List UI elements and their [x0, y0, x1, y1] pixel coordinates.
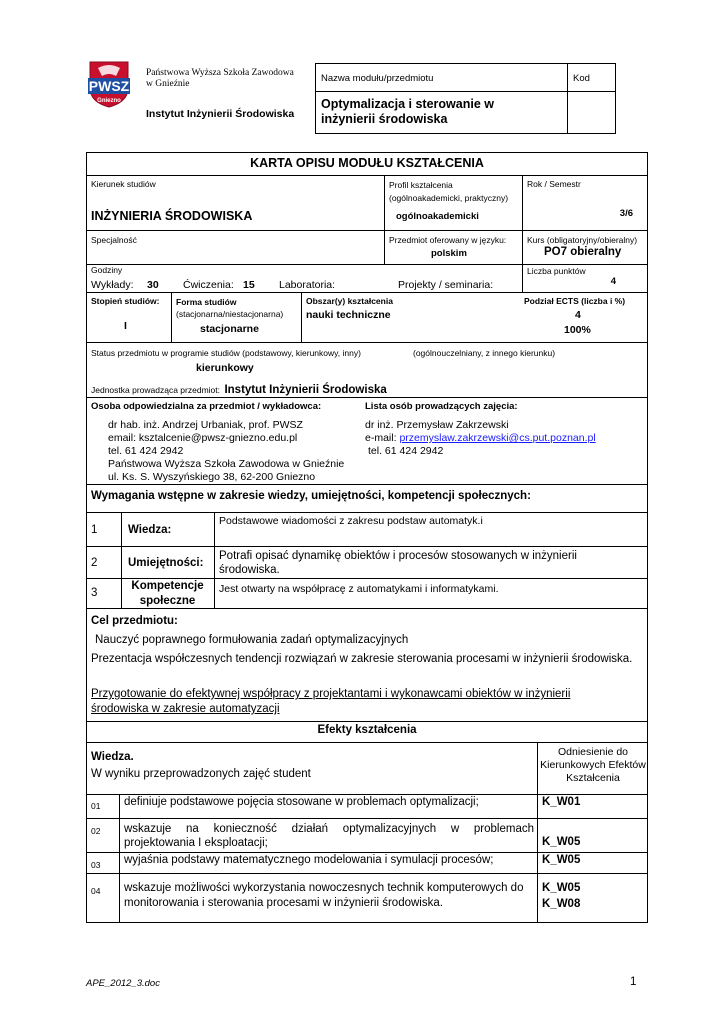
requirement-label-knowledge: Wiedza: — [128, 524, 172, 536]
responsible-contact — [108, 419, 344, 484]
requirement-num-1: 1 — [91, 524, 98, 536]
field-label: Kierunek studiów — [91, 179, 156, 189]
effect-ref-03: K_W05 — [542, 854, 581, 866]
specialty-label: Specjalność — [91, 235, 137, 245]
effect-num-03: 03 — [91, 860, 101, 870]
status-label-alt: (ogólnouczelniany, z innego kierunku) — [413, 348, 556, 358]
effect-num-02: 02 — [91, 826, 101, 836]
footer-filename: APE_2012_3.doc — [86, 978, 160, 989]
code-label: Kod — [573, 73, 590, 84]
effect-ref-01: K_W01 — [542, 796, 581, 808]
effect-text-01: definiuje podstawowe pojęcia stosowane w problemach optymalizacji; — [124, 796, 479, 808]
requirement-num-2: 2 — [91, 557, 98, 569]
profile-label: Profil kształcenia — [389, 180, 453, 190]
form-sublabel: (stacjonarna/niestacjonarna) — [176, 309, 284, 319]
form-label: Forma studiów — [176, 297, 237, 307]
teacher-phone: tel. 61 424 2942 — [368, 445, 444, 457]
svg-text:Gniezno: Gniezno — [97, 98, 121, 104]
footer-page-number: 1 — [630, 976, 637, 988]
ects-percent: 100% — [564, 324, 591, 336]
requirement-label-competences: Kompetencje społeczne — [131, 580, 204, 607]
status-label: Status przedmiotu w programie studiów (podstawowy, kierunkowy, inny) — [91, 348, 361, 358]
effect-ref-04 — [542, 880, 580, 912]
effect-ref-02: K_W05 — [542, 836, 581, 848]
teacher-contact — [365, 419, 596, 458]
module-name-label: Nazwa modułu/przedmiotu — [321, 73, 434, 84]
points-value: 4 — [610, 276, 616, 287]
module-name-line2: inżynierii środowiska — [321, 112, 448, 126]
status-value: kierunkowy — [196, 362, 254, 374]
reference-header: Odniesienie do Kierunkowych Efektów Kształcenia — [540, 746, 646, 784]
effects-title: Efekty kształcenia — [317, 724, 417, 736]
module-name-line1: Optymalizacja i sterowanie w — [321, 97, 494, 111]
requirement-num-3: 3 — [91, 587, 98, 599]
year-value: 3/6 — [619, 208, 633, 219]
responsible-institution: Państwowa Wyższa Szkoła Zawodowa w Gnieźnie — [108, 458, 345, 470]
goal-line-2: Prezentacja współczesnych tendencji rozwiązań w zakresie sterowania procesami w inżynierii środowiska. — [91, 653, 633, 665]
teacher-name: dr inż. Przemysław Zakrzewski — [365, 419, 509, 431]
institute-name: Instytut Inżynierii Środowiska — [146, 108, 295, 120]
effect-ref-04-a: K_W05 — [542, 882, 581, 894]
exercises-label: Ćwiczenia: — [183, 279, 234, 291]
requirements-title: Wymagania wstępne w zakresie wiedzy, umiejętności, kompetencji społecznych: — [91, 490, 531, 502]
university-name-line2: w Gnieźnie — [146, 79, 190, 89]
requirement-label-skills: Umiejętności: — [128, 557, 204, 569]
hours-label: Godziny — [91, 265, 123, 275]
area-value: nauki techniczne — [306, 309, 391, 321]
teacher-email-link[interactable]: przemyslaw.zakrzewski@cs.put.poznan.pl — [399, 432, 596, 444]
responsible-label: Osoba odpowiedzialna za przedmiot / wykładowca: — [91, 401, 322, 412]
form-value: stacjonarne — [200, 323, 259, 335]
goal-line-1: Nauczyć poprawnego formułowania zadań optymalizacyjnych — [95, 634, 409, 646]
level-label: Stopień studiów: — [91, 296, 160, 306]
effect-text-02: wskazuje na konieczność działań optymalizacyjnych w problemach projektowania I eksploatacji; — [124, 823, 534, 849]
effect-num-01: 01 — [91, 801, 101, 811]
university-name-line1: Państwowa Wyższa Szkoła Zawodowa — [146, 68, 294, 78]
lectures-label: Wykłady: — [91, 279, 134, 291]
unit-label: Jednostka prowadząca przedmiot: — [91, 385, 220, 395]
profile-sublabel: (ogólnoakademicki, praktyczny) — [389, 193, 509, 203]
year-label: Rok / Semestr — [527, 179, 581, 189]
knowledge-title: Wiedza. — [91, 751, 134, 763]
responsible-email: email: ksztalcenie@pwsz-gniezno.edu.pl — [108, 432, 298, 444]
goal-line-3: Przygotowanie do efektywnej współpracy z projektantami i wykonawcami obiektów w inżynierii środowiska w zakresie automatyzacji — [91, 688, 571, 715]
effect-text-03: wyjaśnia podstawy matematycznego modelowania i symulacji procesów; — [124, 854, 494, 866]
knowledge-subtitle: W wyniku przeprowadzonych zajęć student — [91, 768, 311, 780]
laboratory-label: Laboratoria: — [279, 279, 336, 291]
responsible-address: ul. Ks. S. Wyszyńskiego 38, 62-200 Gniezno — [108, 471, 316, 483]
effect-ref-04-b: K_W08 — [542, 898, 581, 910]
field-value: INŻYNIERIA ŚRODOWISKA — [91, 209, 253, 223]
course-value: PO7 obieralny — [544, 246, 622, 258]
unit-value: Instytut Inżynierii Środowiska — [224, 384, 387, 396]
teachers-label: Lista osób prowadzących zajęcia: — [365, 401, 518, 412]
course-label: Kurs (obligatoryjny/obieralny) — [527, 235, 638, 245]
university-logo — [86, 58, 132, 108]
requirement-text-skills: Potrafi opisać dynamikę obiektów i procesów stosowanych w inżynierii środowiska. — [219, 550, 577, 576]
level-value: I — [124, 320, 127, 332]
goal-title: Cel przedmiotu: — [91, 615, 178, 627]
requirement-text-knowledge: Podstawowe wiadomości z zakresu podstaw automatyk.i — [219, 515, 483, 527]
card-title: KARTA OPISU MODUŁU KSZTAŁCENIA — [250, 156, 484, 170]
language-label: Przedmiot oferowany w języku: — [389, 235, 507, 245]
ects-value: 4 — [575, 309, 581, 321]
lectures-value: 30 — [147, 279, 159, 291]
area-label: Obszar(y) kształcenia — [306, 296, 393, 306]
responsible-name: dr hab. inż. Andrzej Urbaniak, prof. PWSZ — [108, 419, 303, 431]
exercises-value: 15 — [243, 279, 255, 291]
responsible-phone: tel. 61 424 2942 — [108, 445, 184, 457]
profile-value: ogólnoakademicki — [396, 211, 479, 222]
effect-num-04: 04 — [91, 886, 101, 896]
requirement-text-competences: Jest otwarty na współpracę z automatykami i informatykami. — [219, 583, 499, 595]
svg-text:PWSZ: PWSZ — [88, 78, 130, 94]
points-label: Liczba punktów — [527, 266, 586, 276]
effect-text-04: wskazuje możliwości wykorzystania nowoczesnych technik komputerowych do monitorowania i sterowania procesami w inżynierii środowiska. — [124, 882, 524, 909]
teacher-email-label: e-mail: — [365, 432, 400, 444]
projects-label: Projekty / seminaria: — [398, 279, 494, 291]
logo-emblem-icon — [86, 58, 132, 108]
language-value: polskim — [431, 248, 467, 259]
ects-label: Podział ECTS (liczba i %) — [524, 296, 626, 306]
